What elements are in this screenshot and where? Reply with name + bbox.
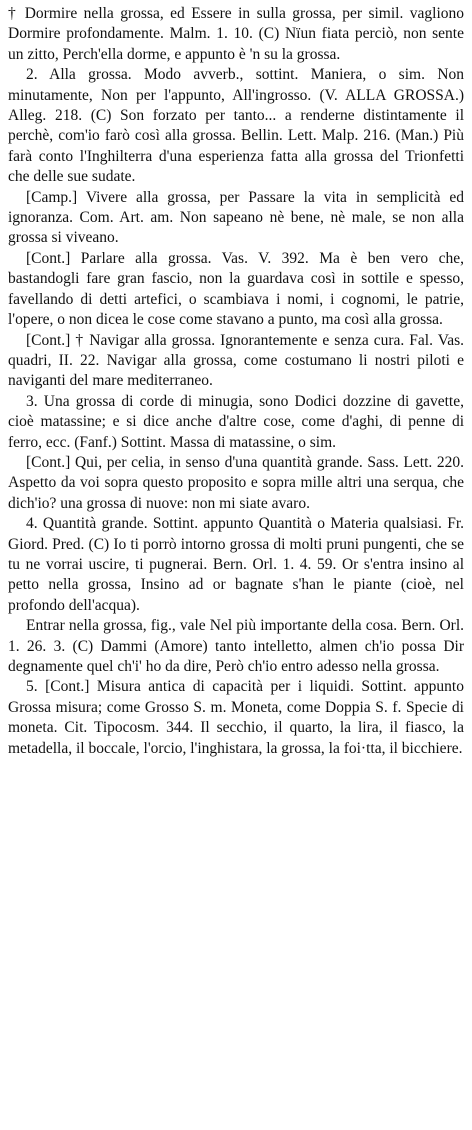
entry-misura-antica: 5. [Cont.] Misura antica di capacità per i liquidi. Sottint. appunto Grossa misura; come Grosso S. m. Moneta, come Doppia S. f. Specie di moneta. Cit. Tipocosm. 344. Il secchio, il quarto, la lira, il fiasco, la metadella, il boccale, l'orcio, l'inghistara, la grossa, la foi·tta, il bicchiere. [8, 678, 464, 757]
entry-dormire-nella-grossa: † Dormire nella grossa, ed Essere in sulla grossa, per simil. vagliono Dormire profondamente. Malm. 1. 10. (C) Nïun fiata perciò, non sente un zitto, Perch'ella dorme, e appunto è 'n su la grossa. [8, 5, 464, 63]
entry-quantita-grande: 4. Quantità grande. Sottint. appunto Quantità o Materia qualsiasi. Fr. Giord. Pred. (C) Io ti porrò intorno grossa di molti pruni pungenti, che se tu ne vorrai uscire, ti pugnerai. Bern. Orl. 1. 4. 59. Or s'entra insino al petto nella grossa, Insino ad or bagnate s'han le piante (cioè, nel profondo dell'acqua). [8, 515, 464, 614]
entry-vivere-alla-grossa: [Camp.] Vivere alla grossa, per Passare la vita in semplicità ed ignoranza. Com. Art. am. Non sapeano nè bene, nè male, se non alla grossa si viveano. [8, 188, 464, 247]
entry-grossa-di-corde: 3. Una grossa di corde di minugia, sono Dodici dozzine di gavette, cioè matassine; e si dice anche d'altre cose, come d'aghi, di penne di ferro, ecc. (Fanf.) Sottint. Massa di matassine, o sim. [8, 392, 464, 451]
entry-entrar-nella-grossa: Entrar nella grossa, fig., vale Nel più importante della cosa. Bern. Orl. 1. 26. 3. (C) Dammi (Amore) tanto intelletto, almen ch'io possa Dir degnamente quel ch'i' ho da dire, Però ch'io entro adesso nella grossa. [8, 617, 464, 675]
entry-alla-grossa: 2. Alla grossa. Modo avverb., sottint. Maniera, o sim. Non minutamente, Non per l'appunto, All'ingrosso. (V. ALLA GROSSA.) Alleg. 218. (C) Son forzato per tanto... a renderne distintamente il perchè, com'io farò così alla grossa. Bellin. Lett. Malp. 216. (Man.) Più farà conto l'Inghilterra d'una esperienza fatta alla grossa del Trionfetti che delle sue sudate. [8, 66, 464, 186]
entry-parlare-alla-grossa: [Cont.] Parlare alla grossa. Vas. V. 392. Ma è ben vero che, bastandogli fare gran fascio, non la guardava così in sottile e spesso, favellando di detti artefici, o scambiava i nomi, i cognomi, le patrie, l'opere, o non dicea le cose come stavano a punto, ma così alla grossa. [8, 249, 464, 329]
entry-navigar-alla-grossa: [Cont.] † Navigar alla grossa. Ignorantemente e senza cura. Fal. Vas. quadri, II. 22. Navigar alla grossa, come costumano li nostri piloti e naviganti del mare mediterraneo. [8, 331, 464, 390]
entry-quantita-grande-celia: [Cont.] Qui, per celia, in senso d'una quantità grande. Sass. Lett. 220. Aspetto da voi sopra questo proposito e sopra mille altri una serqua, che dich'io? una grossa di nuove: non mi siate avaro. [8, 453, 464, 512]
